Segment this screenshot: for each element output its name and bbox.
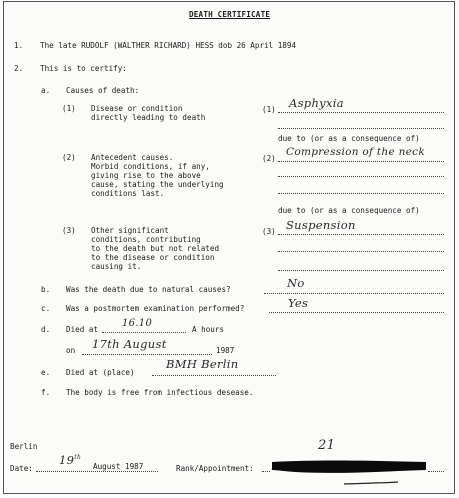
answer-3-line-3: [278, 270, 444, 271]
died-time-letter: d.: [41, 325, 51, 334]
died-on-label: on: [66, 346, 76, 355]
antecedent-line-3: giving rise to the above: [91, 171, 201, 180]
died-time-prefix: Died at: [66, 325, 99, 334]
antecedent-line-1: Antecedent causes.: [91, 153, 174, 162]
redaction-and-signature-marks: [266, 454, 436, 490]
natural-letter: b.: [41, 285, 51, 294]
died-time-line: [102, 332, 186, 333]
antecedent-line-4: cause, stating the underlying: [91, 180, 224, 189]
certificate-title: DEATH CERTIFICATE: [189, 10, 271, 19]
natural-question: Was the death due to natural causes?: [66, 285, 231, 294]
answer-2-line: [278, 161, 444, 162]
cause-answer-3: Suspension: [286, 218, 356, 232]
died-year: 1987: [216, 346, 235, 355]
footer-date-label: Date:: [10, 464, 33, 473]
answer-1-line-2: [278, 128, 444, 129]
postmortem-letter: c.: [41, 304, 51, 313]
due-to-label-2: due to (or as a consequence of): [278, 206, 420, 215]
footer-date-suffix: th: [74, 454, 82, 462]
disease-line-1: Disease or condition: [91, 104, 183, 113]
disease-line-2: directly leading to death: [91, 113, 206, 122]
deceased-name-line: The late RUDOLF (WALTHER RICHARD) HESS dob 26 April 1894: [40, 41, 297, 50]
natural-answer-line: [264, 293, 444, 294]
infectious-letter: f.: [41, 388, 51, 397]
died-time-value: 16.10: [122, 318, 153, 329]
antecedent-line-5: conditions last.: [91, 189, 165, 198]
answer-2-number: (2): [262, 154, 276, 163]
disease-number: (1): [62, 104, 76, 113]
postmortem-answer: Yes: [288, 296, 309, 310]
antecedent-number: (2): [62, 153, 76, 162]
died-date-value: 17th August: [92, 337, 167, 351]
postmortem-answer-line: [269, 312, 444, 313]
footer-city: Berlin: [10, 442, 38, 451]
died-place-line: [152, 375, 276, 376]
answer-2-line-2: [278, 176, 444, 177]
died-time-suffix: A hours: [192, 325, 225, 334]
cause-label: Causes of death:: [66, 86, 140, 95]
other-line-3: to the death but not related: [91, 244, 220, 253]
cause-answer-1: Asphyxia: [289, 96, 344, 110]
antecedent-line-2: Morbid conditions, if any,: [91, 162, 210, 171]
died-date-line: [82, 354, 212, 355]
answer-3-line: [278, 234, 444, 235]
due-to-label-1: due to (or as a consequence of): [278, 134, 420, 143]
other-line-4: to the disease or condition: [91, 253, 215, 262]
answer-3-number: (3): [262, 227, 276, 236]
died-place-letter: e.: [41, 368, 51, 377]
answer-2-line-3: [278, 193, 444, 194]
other-number: (3): [62, 226, 76, 235]
answer-1-number: (1): [262, 105, 276, 114]
rank-label: Rank/Appointment:: [176, 464, 254, 473]
died-place-value: BMH Berlin: [166, 357, 239, 371]
certify-line: This is to certify:: [40, 64, 127, 73]
other-line-5: causing it.: [91, 262, 142, 271]
natural-answer: No: [287, 276, 305, 290]
footer-date-day: 19: [59, 453, 75, 467]
item-2-number: 2.: [14, 64, 24, 73]
other-line-2: conditions, contributing: [91, 235, 201, 244]
other-line-1: Other significant: [91, 226, 169, 235]
died-place-label: Died at (place): [66, 368, 135, 377]
cause-answer-2: Compression of the neck: [286, 146, 426, 158]
postmortem-question: Was a postmortem examination performed?: [66, 304, 245, 313]
footer-date-rest: August 1987: [93, 462, 144, 471]
footer-date-handwritten: [59, 453, 81, 467]
rank-number: 21: [318, 438, 336, 453]
answer-3-line-2: [278, 251, 444, 252]
death-certificate-page: [3, 1, 455, 494]
infectious-text: The body is free from infectious desease.: [66, 388, 254, 397]
item-1-number: 1.: [14, 41, 24, 50]
cause-letter: a.: [41, 86, 51, 95]
signature-underline: [344, 482, 398, 484]
answer-1-line: [278, 112, 444, 113]
